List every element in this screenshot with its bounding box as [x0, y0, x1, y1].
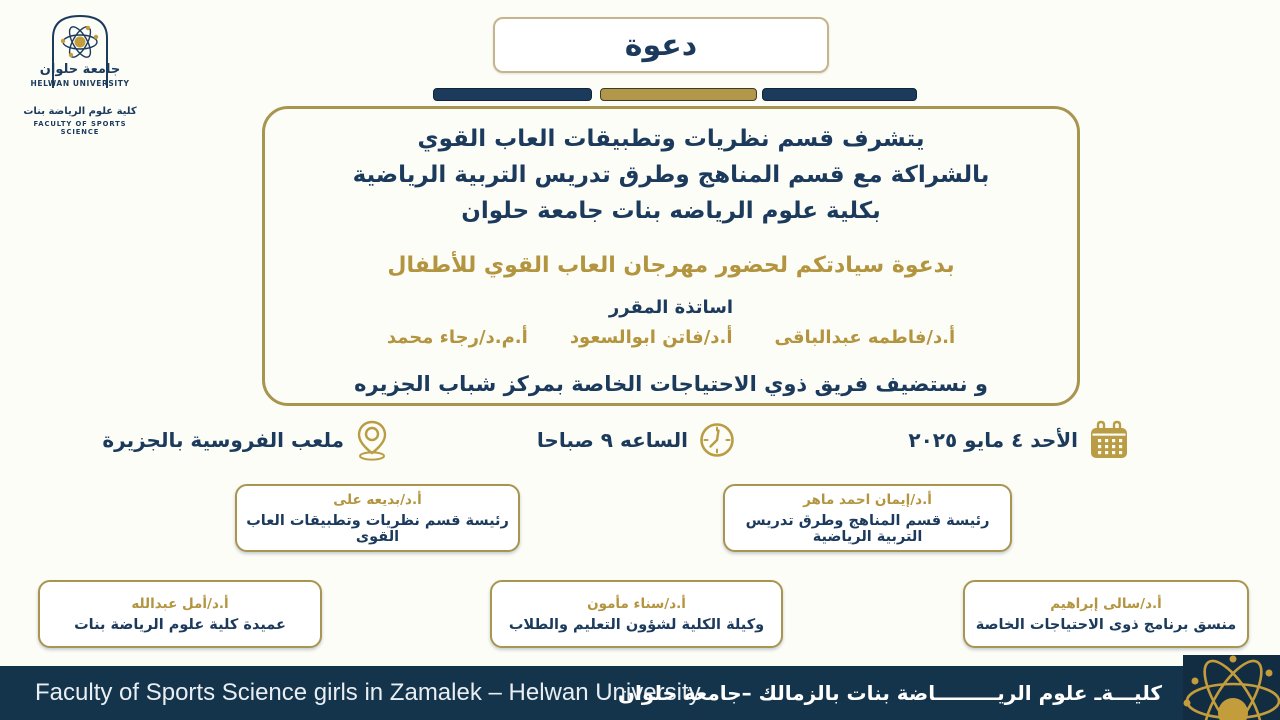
location-text: ملعب الفروسية بالجزيرة [102, 428, 344, 452]
faculty-name-english: FACULTY OF SPORTS SCIENCE [33, 120, 127, 136]
card-person-title: منسق برنامج ذوى الاحتياجات الخاصة [975, 616, 1237, 633]
invitation-line-2: بالشراكة مع قسم المناهج وطرق تدريس التربية الرياضية [352, 162, 990, 188]
professor-2: أ.د/فاتن ابوالسعود [569, 327, 733, 348]
decorative-bar-left [433, 88, 592, 101]
invitation-line-3: بكلية علوم الرياضه بنات جامعة حلوان [461, 198, 881, 224]
card-person-title: رئيسة قسم نظريات وتطبيقات العاب القوى [246, 512, 509, 545]
card-head-theories-dept [235, 484, 520, 552]
atom-icon [1183, 655, 1280, 720]
university-name-english: HELWAN UNIVERSITY [30, 79, 130, 88]
date-text: الأحد ٤ مايو ٢٠٢٥ [908, 428, 1078, 452]
card-person-name: أ.د/إيمان احمد ماهر [803, 491, 932, 508]
invitation-line-4: بدعوة سيادتكم لحضور مهرجان العاب القوي للأطفال [387, 253, 955, 278]
card-dean [38, 580, 322, 648]
card-person-name: أ.د/سناء مأمون [587, 595, 686, 612]
footer-text-english: Faculty of Sports Science girls in Zamalek – Helwan University [35, 679, 701, 706]
footer-text-arabic: كليـــةـ علوم الريـــــــــاضة بنات بالزمالك –جامعة حلوان [617, 681, 1162, 705]
faculty-name-arabic: كلية علوم الرياضة بنات [23, 106, 137, 117]
card-vice-dean [490, 580, 783, 648]
card-person-title: رئيسة قسم المناهج وطرق تدريس التربية الرياضية [745, 512, 990, 545]
time-text: الساعه ٩ صباحا [536, 428, 688, 452]
event-time [537, 418, 736, 462]
professor-1: أ.د/فاطمه عبدالباقى [774, 327, 956, 348]
university-logo [20, 8, 140, 136]
university-name-arabic: جامعة حلوان [39, 62, 121, 77]
footer-logo [1183, 655, 1280, 720]
clock-icon [698, 421, 736, 459]
professors-heading: اساتذة المقرر [608, 297, 734, 318]
calendar-icon [1088, 420, 1130, 460]
card-program-coordinator [963, 580, 1249, 648]
professor-3: أ.م.د/رجاء محمد [386, 327, 528, 348]
invitation-body-box [262, 106, 1080, 406]
invitation-title-box [493, 17, 829, 73]
card-person-title: عميدة كلية علوم الرياضة بنات [74, 616, 286, 633]
card-person-title: وكيلة الكلية لشؤون التعليم والطلاب [508, 616, 765, 633]
professors-names [265, 324, 1077, 352]
decorative-bar-center [600, 88, 757, 101]
event-date [908, 418, 1130, 462]
location-pin-icon [354, 419, 390, 461]
card-person-name: أ.د/أمل عبدالله [131, 595, 229, 612]
card-head-curricula-dept [723, 484, 1012, 552]
event-location [102, 418, 390, 462]
card-person-name: أ.د/بديعه على [333, 491, 422, 508]
footer-bar [0, 666, 1280, 720]
decorative-bar-right [762, 88, 917, 101]
invitation-line-1: يتشرف قسم نظريات وتطبيقات العاب القوي [417, 126, 925, 152]
invitation-title: دعوة [624, 27, 698, 63]
card-person-name: أ.د/سالى إبراهيم [1050, 595, 1162, 612]
invitation-closing-line: و نستضيف فريق ذوي الاحتياجات الخاصة بمركز شباب الجزيره [354, 372, 988, 396]
